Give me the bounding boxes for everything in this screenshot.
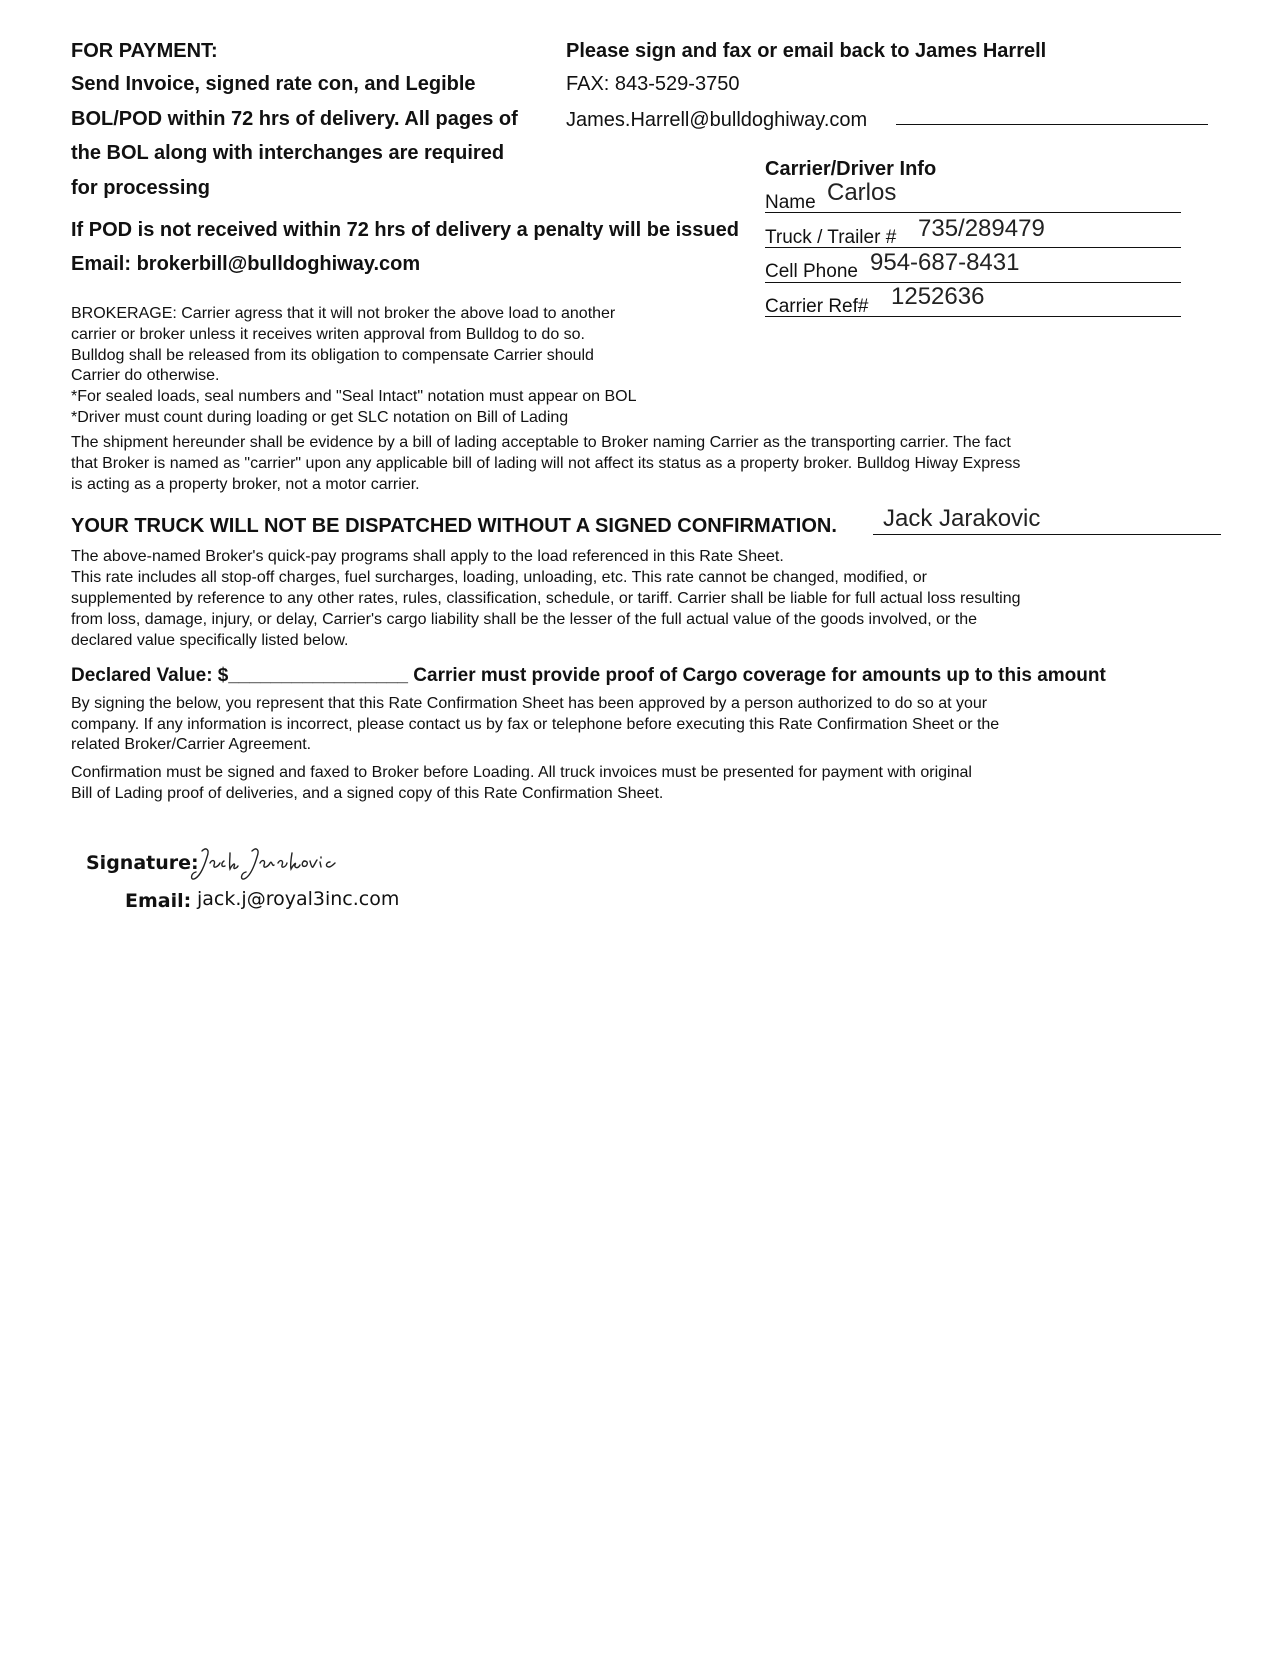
- confirmation-clause-line: Confirmation must be signed and faxed to Broker before Loading. All truck invoices must be presented for payment with original: [71, 764, 972, 781]
- dispatch-signer-name[interactable]: Jack Jarakovic: [883, 505, 1041, 532]
- rate-clause-line: This rate includes all stop-off charges, fuel surcharges, loading, unloading, etc. This rate cannot be changed, modified, or: [71, 569, 927, 586]
- cell-phone-label: Cell Phone: [765, 261, 858, 282]
- brokerage-clause-line: Bulldog shall be released from its obligation to compensate Carrier should: [71, 347, 594, 364]
- dispatch-signature-line: [873, 534, 1221, 535]
- payment-instruction-line: for processing: [71, 177, 210, 199]
- contact-heading: Please sign and fax or email back to James Harrell: [566, 40, 1047, 62]
- sealed-loads-note: *For sealed loads, seal numbers and "Seal Intact" notation must appear on BOL: [71, 388, 637, 405]
- billing-email: Email: brokerbill@bulldoghiway.com: [71, 253, 421, 275]
- driver-count-note: *Driver must count during loading or get SLC notation on Bill of Lading: [71, 409, 569, 426]
- signature-scribble-icon: [190, 845, 340, 887]
- payment-instruction-line: the BOL along with interchanges are required: [71, 142, 505, 164]
- pod-penalty-notice: If POD is not received within 72 hrs of delivery a penalty will be issued: [71, 219, 739, 241]
- signing-clause-line: related Broker/Carrier Agreement.: [71, 736, 312, 753]
- signing-clause-line: company. If any information is incorrect, please contact us by fax or telephone before executing this Rate Confirmation Sheet or the: [71, 716, 1000, 733]
- signer-email-value[interactable]: jack.j@royal3inc.com: [197, 888, 400, 910]
- shipment-clause-line: is acting as a property broker, not a motor carrier.: [71, 476, 420, 493]
- payment-heading: FOR PAYMENT:: [71, 40, 218, 62]
- handwritten-signature[interactable]: [190, 845, 340, 892]
- signer-email-label: Email:: [125, 890, 192, 912]
- shipment-clause-line: The shipment hereunder shall be evidence by a bill of lading acceptable to Broker naming Carrier as the transporting carrier. The fact: [71, 434, 1011, 451]
- rate-clause-line: The above-named Broker's quick-pay programs shall apply to the load referenced in this Rate Sheet.: [71, 548, 784, 565]
- carrier-name-value[interactable]: Carlos: [827, 179, 897, 206]
- brokerage-clause-line: Carrier do otherwise.: [71, 367, 220, 384]
- shipment-clause-line: that Broker is named as "carrier" upon any applicable bill of lading will not affect its status as a property broker. Bulldog Hiway Express: [71, 455, 1021, 472]
- signature-label: Signature:: [86, 852, 199, 874]
- signing-clause-line: By signing the below, you represent that this Rate Confirmation Sheet has been approved by a person authorized to do so at your: [71, 695, 988, 712]
- truck-trailer-underline: [765, 247, 1181, 248]
- carrier-name-underline: [765, 212, 1181, 213]
- dispatch-warning: YOUR TRUCK WILL NOT BE DISPATCHED WITHOUT A SIGNED CONFIRMATION.: [71, 515, 837, 537]
- payment-instruction-line: BOL/POD within 72 hrs of delivery. All pages of: [71, 108, 518, 130]
- contact-email-link[interactable]: James.Harrell@bulldoghiway.com: [566, 109, 868, 131]
- carrier-ref-underline: [765, 316, 1181, 317]
- truck-trailer-value[interactable]: 735/289479: [918, 215, 1045, 242]
- brokerage-clause-line: BROKERAGE: Carrier agress that it will not broker the above load to another: [71, 305, 616, 322]
- carrier-info-heading: Carrier/Driver Info: [765, 158, 937, 180]
- payment-instruction-line: Send Invoice, signed rate con, and Legible: [71, 73, 476, 95]
- contact-signature-line: [896, 124, 1208, 125]
- rate-clause-line: declared value specifically listed below.: [71, 632, 349, 649]
- brokerage-clause-line: carrier or broker unless it receives writen approval from Bulldog to do so.: [71, 326, 585, 343]
- carrier-name-label: Name: [765, 192, 816, 213]
- cell-phone-value[interactable]: 954-687-8431: [870, 249, 1020, 276]
- rate-clause-line: supplemented by reference to any other rates, rules, classification, schedule, or tariff. Carrier shall be liable for full actual loss resulting: [71, 590, 1021, 607]
- carrier-ref-value[interactable]: 1252636: [891, 283, 985, 310]
- carrier-ref-label: Carrier Ref#: [765, 296, 869, 317]
- declared-value-field[interactable]: Declared Value: $_________________ Carrier must provide proof of Cargo coverage for amounts up to this amount: [71, 665, 1106, 686]
- confirmation-clause-line: Bill of Lading proof of deliveries, and a signed copy of this Rate Confirmation Sheet.: [71, 785, 664, 802]
- truck-trailer-label: Truck / Trailer #: [765, 227, 897, 248]
- contact-fax: FAX: 843-529-3750: [566, 73, 740, 95]
- rate-clause-line: from loss, damage, injury, or delay, Carrier's cargo liability shall be the lesser of the full actual value of the goods involved, or the: [71, 611, 978, 628]
